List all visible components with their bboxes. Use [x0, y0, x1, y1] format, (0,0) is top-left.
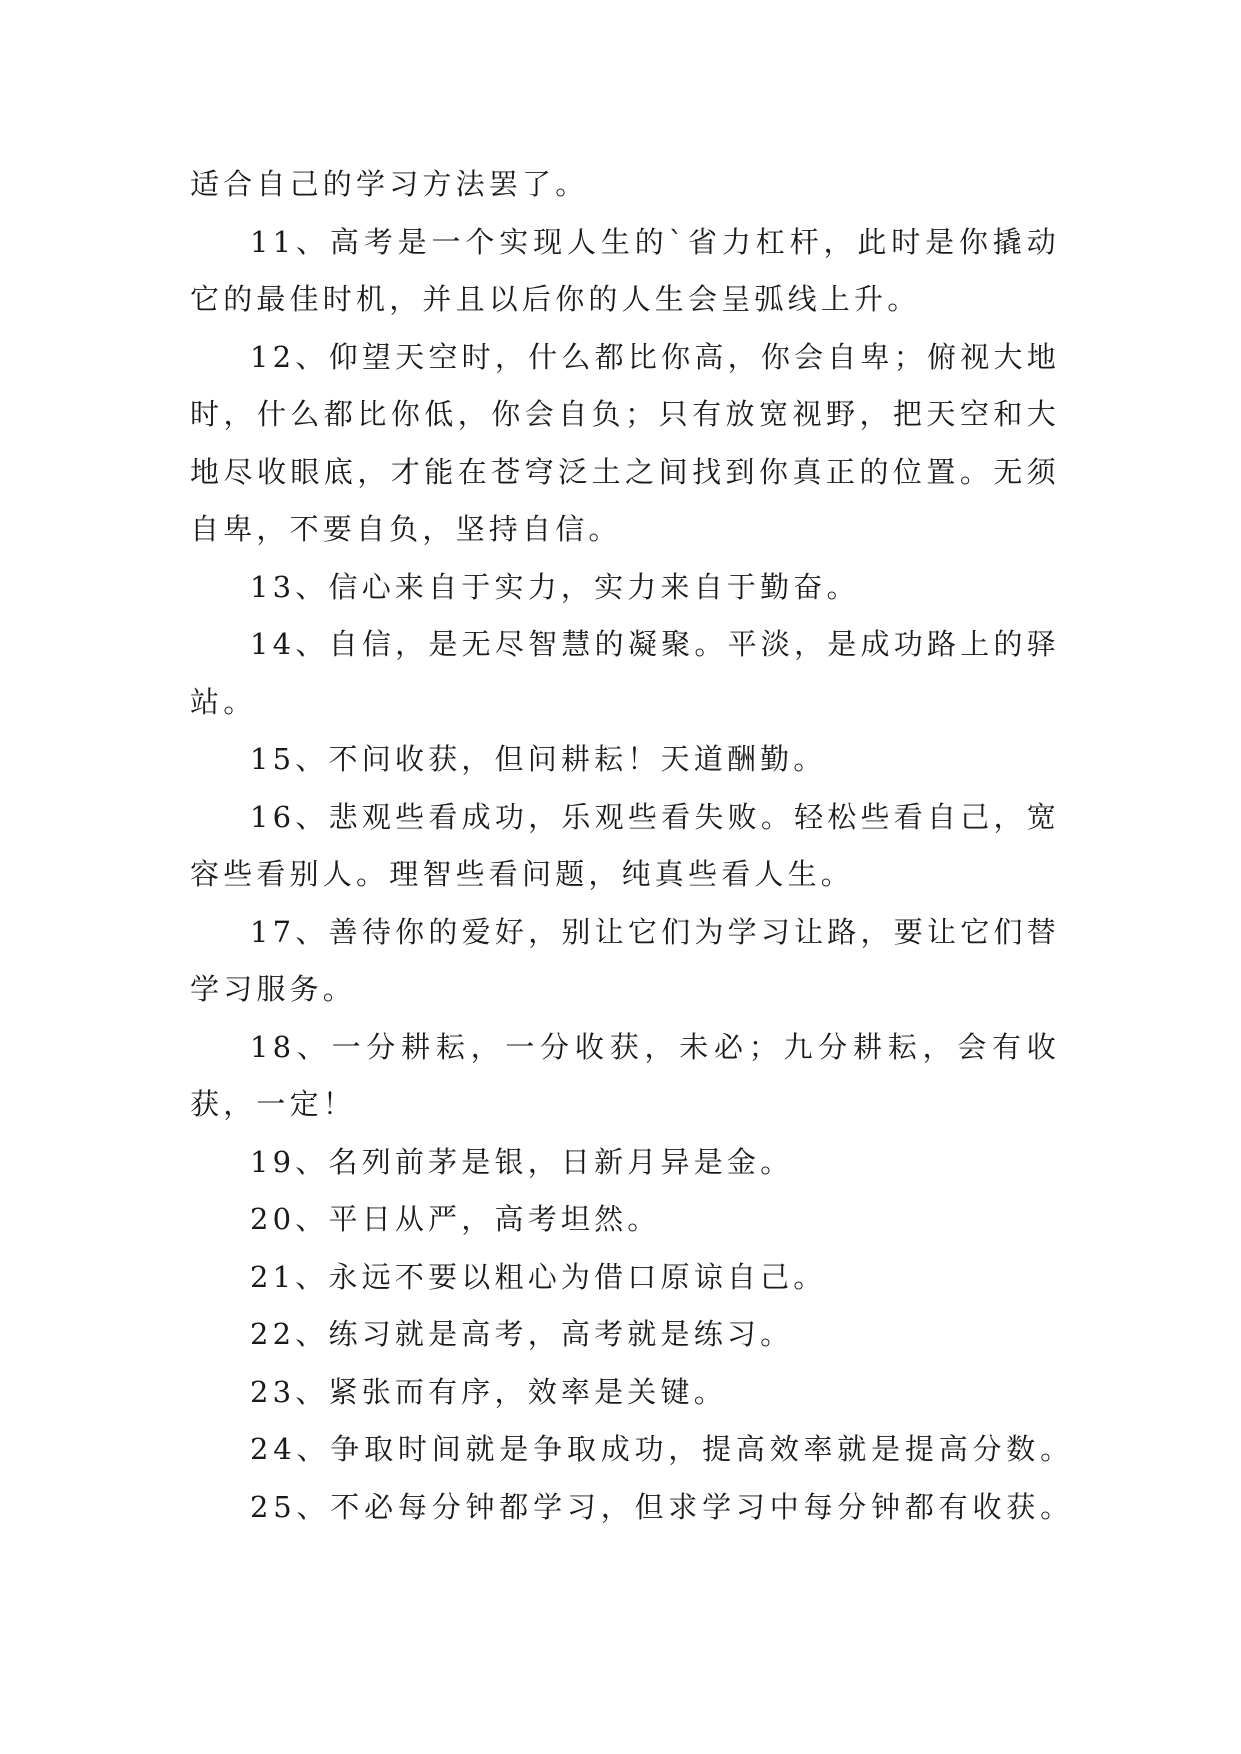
paragraph-item-25: 25、不必每分钟都学习，但求学习中每分钟都有收获。	[250, 1489, 1074, 1524]
paragraph-item-12: 12、仰望天空时，什么都比你高，你会自卑；俯视大地时，什么都比你低，你会自负；只有放宽视野，把天空和大地尽收眼底，才能在苍穹泛土之间找到你真正的位置。无须自卑，不要自负，坚持自信。	[190, 339, 1060, 546]
paragraph-item-11: 11、高考是一个实现人生的`省力杠杆，此时是你撬动它的最佳时机，并且以后你的人生会呈弧线上升。	[190, 224, 1060, 316]
paragraph-item-24: 24、争取时间就是争取成功，提高效率就是提高分数。	[250, 1432, 1074, 1466]
document-body	[190, 156, 1074, 1536]
paragraph-item-13: 13、信心来自于实力，实力来自于勤奋。	[250, 569, 860, 604]
paragraph-item-23: 23、紧张而有序，效率是关键。	[250, 1374, 727, 1409]
paragraph-item-20: 20、平日从严，高考坦然。	[250, 1202, 661, 1236]
paragraph-item-16: 16、悲观些看成功，乐观些看失败。轻松些看自己，宽容些看别人。理智些看问题，纯真些看人生。	[190, 799, 1060, 891]
paragraph-continuation: 适合自己的学习方法罢了。	[190, 167, 589, 201]
paragraph-item-17: 17、善待你的爱好，别让它们为学习让路，要让它们替学习服务。	[190, 914, 1060, 1006]
paragraph-item-18: 18、一分耕耘，一分收获，未必；九分耕耘，会有收获，一定！	[190, 1029, 1060, 1121]
paragraph-item-19: 19、名列前茅是银，日新月异是金。	[250, 1144, 794, 1179]
paragraph-item-22: 22、练习就是高考，高考就是练习。	[250, 1317, 794, 1351]
paragraph-item-14: 14、自信，是无尽智慧的凝聚。平淡，是成功路上的驿站。	[190, 627, 1060, 719]
paragraph-item-15: 15、不问收获，但问耕耘！天道酬勤。	[250, 742, 827, 776]
paragraph-item-21: 21、永远不要以粗心为借口原谅自己。	[250, 1259, 827, 1294]
